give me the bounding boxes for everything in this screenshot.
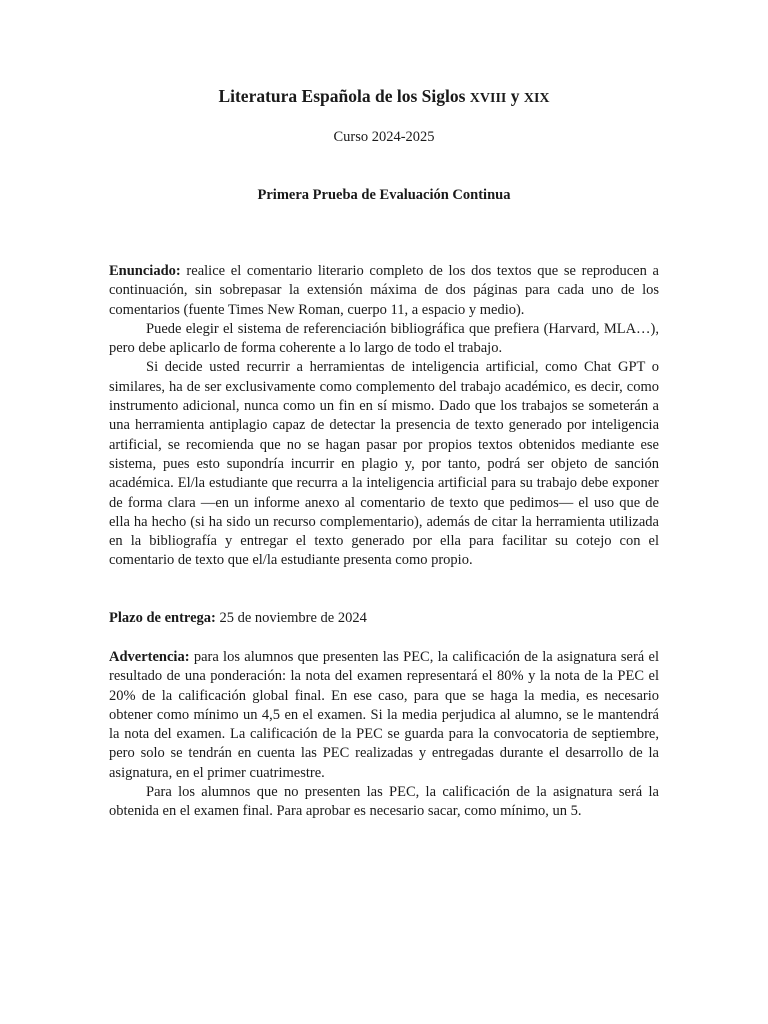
title-century-18: XVIII <box>469 91 507 106</box>
advertencia-paragraph-1 <box>109 648 659 783</box>
plazo-value: 25 de noviembre de 2024 <box>215 610 367 626</box>
advertencia-section <box>109 648 659 822</box>
plazo-section <box>109 609 659 628</box>
title-and: y <box>506 86 524 106</box>
enunciado-paragraph-2: Puede elegir el sistema de referenciación bibliográfica que prefiera (Harvard, MLA…), pero debe aplicarlo de forma coherente a lo largo de todo el trabajo. <box>109 320 659 357</box>
enunciado-paragraph-1 <box>109 262 659 320</box>
document-title <box>109 85 659 110</box>
plazo-label: Plazo de entrega: <box>109 610 216 626</box>
enunciado-section <box>109 262 659 571</box>
title-main: Literatura Española de los Siglos <box>218 86 470 106</box>
enunciado-paragraph-3: Si decide usted recurrir a herramientas de inteligencia artificial, como Chat GPT o similares, ha de ser exclusivamente como complemento del trabajo académico, es decir, como instrumento adicional, nunca como un fin en sí mismo. Dado que los trabajos se someterán a una herramienta antiplagio capaz de detectar la presencia de texto generado por inteligencia artificial, se recomienda que no se hagan pasar por propios textos obtenidos mediante ese sistema, pues esto supondría incurrir en plagio y, por tanto, podrá ser objeto de sanción académica. El/la estudiante que recurra a la inteligencia artificial para su trabajo debe exponer de forma clara —en un informe anexo al comentario de texto que pedimos— el uso que de ella ha hecho (si ha sido un recurso complementario), además de citar la herramienta utilizada en la bibliografía y entregar el texto generado por ella para facilitar su cotejo con el comentario de texto que el/la estudiante presenta como propio. <box>109 359 659 569</box>
document-subtitle: Primera Prueba de Evaluación Continua <box>257 187 511 203</box>
advertencia-text-1: para los alumnos que presenten las PEC, la calificación de la asignatura será el resultado de una ponderación: la nota del examen representará el 80% y la nota de la PEC el 20% de la calificación global final. En ese caso, para que se haga la media, es necesario obtener como mínimo un 4,5 en el examen. Si la media perjudica al alumno, se le mantendrá la nota del examen. La calificación de la PEC se guarda para la convocatoria de septiembre, pero solo se tendrán en cuenta las PEC realizadas y entregadas durante el desarrollo de la asignatura, en el primer cuatrimestre. <box>109 649 659 781</box>
course-year: Curso 2024-2025 <box>333 129 435 145</box>
title-century-19: XIX <box>523 91 550 106</box>
plazo-paragraph <box>109 609 659 628</box>
enunciado-label: Enunciado: <box>109 263 181 279</box>
advertencia-label: Advertencia: <box>109 649 190 665</box>
advertencia-paragraph-2: Para los alumnos que no presenten las PEC, la calificación de la asignatura será la obtenida en el examen final. Para aprobar es necesario sacar, como mínimo, un 5. <box>109 784 659 820</box>
enunciado-text-1: realice el comentario literario completo de los dos textos que se reproducen a continuación, sin sobrepasar la extensión máxima de dos páginas para cada uno de los comentarios (fuente Times New Roman, cuerpo 11, a espacio y medio). <box>109 263 659 318</box>
